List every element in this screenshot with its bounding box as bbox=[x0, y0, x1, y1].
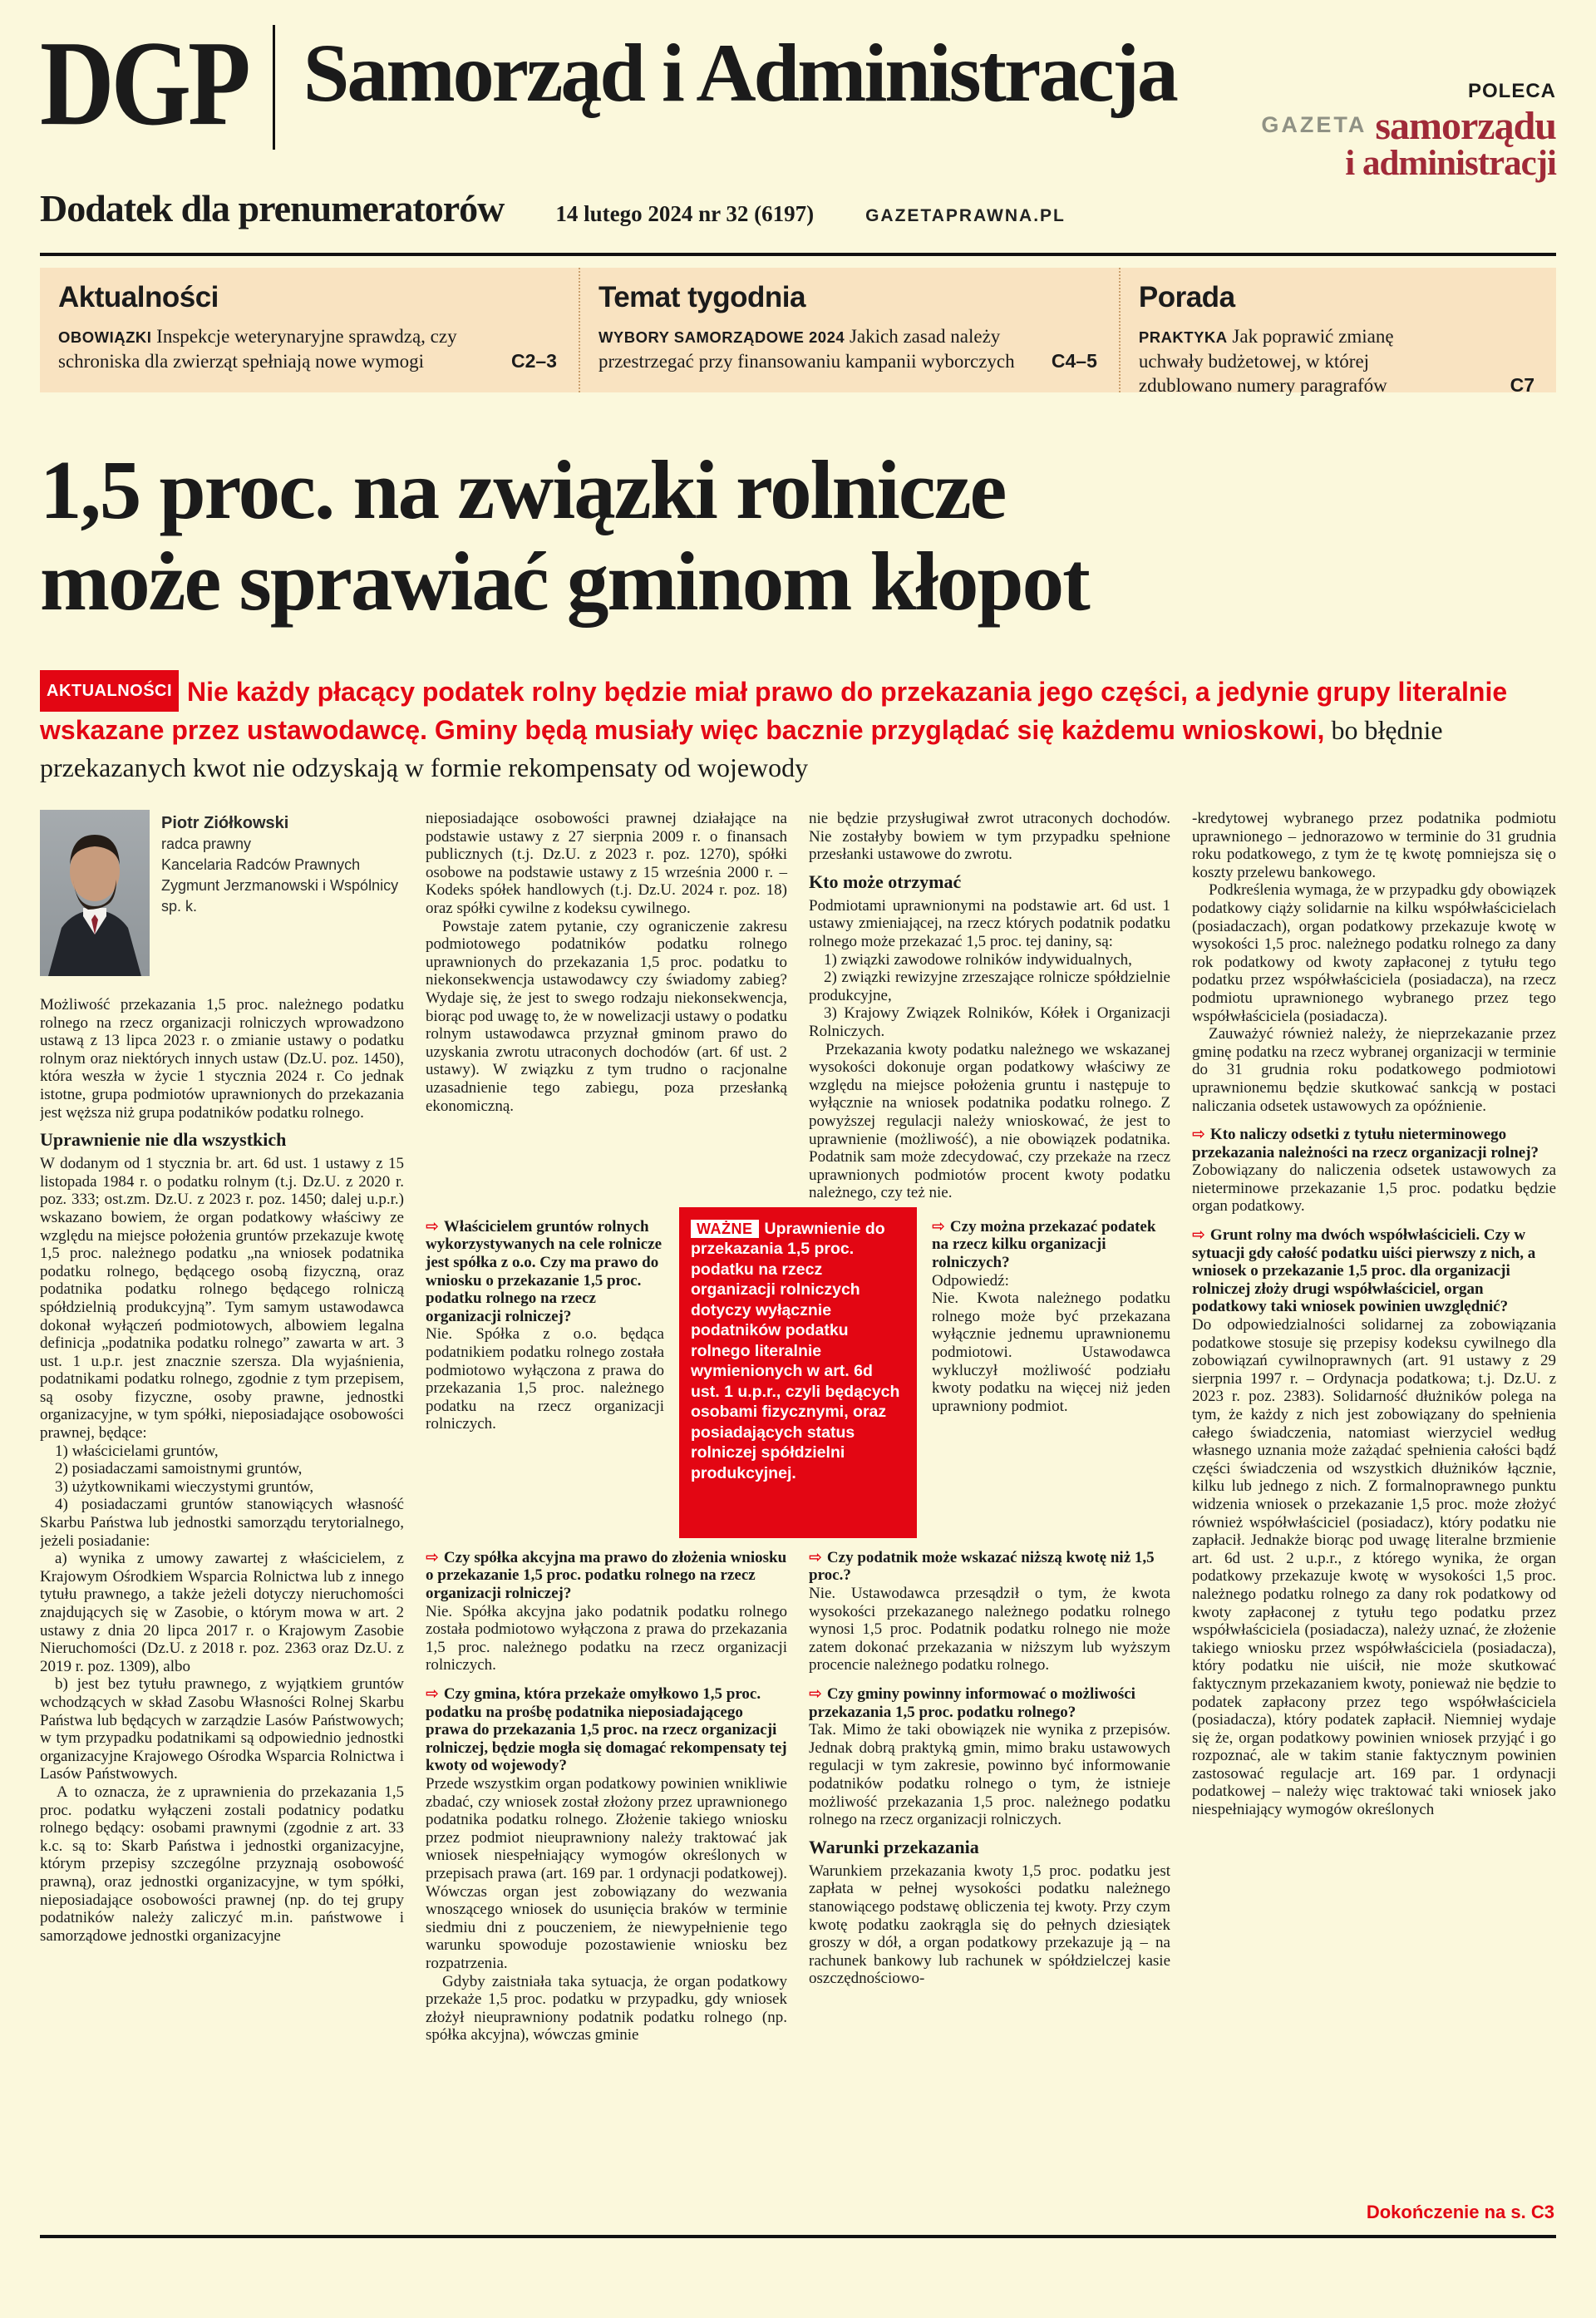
paragraph: A to oznacza, że z uprawnienia do przekazania 1,5 proc. podatku wyłączeni zostali podatnicy podatku rolnego będący: osobami prawnymi (zgodnie z art. 33 k.c. są to: Skarb Państwa i jednostki organizacyjne, którym przepisy szczególne przyznają osobowość prawną), oraz jednostki organizacyjne, w tym spółki, nieposiadające osobowości prawnej (np. do tej grupy podatników należy zaliczyć m.in. państwowe i samorządowe jednostki organizacyjne bbox=[40, 1783, 404, 1945]
question: ⇨ Czy spółka akcyjna ma prawo do złożenia wniosku o przekazanie 1,5 proc. podatku rolnego na rzecz organizacji rolniczej? bbox=[426, 1547, 787, 1603]
page-reference: C2–3 bbox=[510, 350, 557, 372]
red-arrow-icon: ⇨ bbox=[426, 1684, 439, 1704]
paragraph: Zobowiązany do naliczenia odsetek ustawowych za nieterminowe przekazanie 1,5 proc. podatku będzie organ podatkowy. bbox=[1192, 1161, 1556, 1216]
page-reference: C4–5 bbox=[1051, 350, 1097, 372]
column-1-text bbox=[40, 996, 404, 1945]
paragraph: Nie. Ustawodawca przesądził o tym, że kwota wysokości przekazanego należnego podatku rolnego wynosi 1,5 proc. Podatnik podatku rolnego nie może zatem dokonać przekazania w niższym lub wyższym procencie należnego podatku rolnego. bbox=[809, 1585, 1170, 1674]
paragraph: Możliwość przekazania 1,5 proc. należnego podatku rolnego na rzecz organizacji rolniczych wprowadzono ustawą z 13 lipca 2023 r. o zmianie ustawy o podatku rolnym oraz niektórych innych ustaw (Dz.U. poz. 1450), która weszła w życie 1 stycznia 2024 r. Co jednak istotne, grupa podmiotów uprawnionych do przekazania jest węższa niż grupa podatników podatku rolnego. bbox=[40, 996, 404, 1122]
qa-column-left bbox=[426, 1207, 664, 1538]
paragraph: W dodanym od 1 stycznia br. art. 6d ust. 1 ustawy z 15 listopada 1984 r. o podatku rolnym (t.j. Dz.U. z 2020 r. poz. 333; ost.zm. Dz.U. z 2023 r. poz. 1450; dalej u.p.r.) wskazano bowiem, że organ podatkowy właściwy ze względu na miejsce położenia gruntów przekazuje kwotę 1,5 proc. należnego podatku „na wniosek podatnika podatku rolnego, będącego osobą fizyczną, oraz podatnika podatku rolnego będącego rolniczą spółdzielnią produkcyjną”. Tym samym ustawodawca dokonał wyłączeń podmiotowych, albowiem legalna definicja „podatnika podatku rolnego” zawarta w art. 3 ust. 1 u.p.r. jest znacznie szersza. Dla wyjaśnienia, podatnikami podatku rolnego, zgodnie z tym przepisem, są osoby fizyczne, osoby prawne, jednostki organizacyjne, w tym spółki, nieposiadające osobowości prawnej, będące: bbox=[40, 1155, 404, 1443]
section-subheading: Uprawnienie nie dla wszystkich bbox=[40, 1129, 287, 1151]
red-arrow-icon: ⇨ bbox=[426, 1216, 439, 1235]
author-name: Piotr Ziółkowski bbox=[161, 814, 289, 832]
article-column-4 bbox=[1192, 810, 1556, 2235]
red-arrow-icon: ⇨ bbox=[809, 1684, 822, 1704]
list-item: 1) związki zawodowe rolników indywidualnych, bbox=[824, 950, 1132, 969]
lead-black-text: bo błędnie przekazanych kwot nie odzyskają w formie rekompensaty od wojewody bbox=[40, 715, 1443, 782]
section-subheading: Warunki przekazania bbox=[809, 1836, 979, 1857]
teaser-kicker: WYBORY SAMORZĄDOWE 2024 bbox=[598, 328, 845, 346]
masthead bbox=[40, 0, 1556, 183]
red-arrow-icon: ⇨ bbox=[426, 1547, 439, 1566]
article-column-1 bbox=[40, 810, 404, 2235]
list-item: 1) właścicielami gruntów, bbox=[55, 1442, 219, 1460]
brand-logo: DGP bbox=[40, 16, 248, 150]
masthead-divider bbox=[273, 25, 275, 150]
question: ⇨ Czy gminy powinny informować o możliwości przekazania 1,5 proc. podatku rolnego? bbox=[809, 1684, 1135, 1721]
teaser-aktualnosci bbox=[40, 268, 579, 392]
gazeta-label: GAZETA bbox=[1261, 112, 1367, 137]
poleca-logo bbox=[1261, 80, 1556, 183]
question: ⇨ Czy można przekazać podatek na rzecz kilku organizacji rolniczych? bbox=[932, 1216, 1156, 1272]
article-columns-middle bbox=[426, 810, 1170, 2235]
article-column-3-bottom bbox=[809, 1538, 1170, 2044]
middle-bottom-row bbox=[426, 1538, 1170, 2044]
continuation-note: Dokończenie na s. C3 bbox=[1366, 2202, 1554, 2222]
article-lead bbox=[40, 670, 1556, 801]
question: ⇨ Właścicielem gruntów rolnych wykorzystywanych na cele rolnicze jest spółka z o.o. Czy ma prawo do wniosku o przekazanie 1,5 proc. podatku rolnego na rzecz organizacji rolniczej? bbox=[426, 1216, 663, 1325]
paragraph: Przede wszystkim organ podatkowy powinien wnikliwie zbadać, czy wniosek został złożony przez uprawnionego podatnika podatku rolnego. Złożenie takiego wniosku przez podmiot nieuprawniony należy traktować jak wniosek niespełniający wymogów określonych w przepisach prawa (art. 169 par. 1 ordynacji podatkowej). Wówczas organ jest zobowiązany do wezwania wnoszącego wniosek do usunięcia braków w terminie siedmiu dni z pouczeniem, że niewypełnienie tego warunku spowoduje pozostawienie wniosku bez rozpatrzenia. bbox=[426, 1775, 787, 1972]
teaser-band bbox=[40, 268, 1556, 396]
red-arrow-icon: ⇨ bbox=[1192, 1125, 1205, 1144]
teaser-temat-tygodnia bbox=[579, 268, 1119, 392]
teaser-kicker: PRAKTYKA bbox=[1138, 328, 1228, 346]
red-arrow-icon: ⇨ bbox=[932, 1216, 945, 1235]
question: ⇨ Kto naliczy odsetki z tytułu nieterminowego przekazania należności na rzecz organizacji rolnej? bbox=[1192, 1125, 1539, 1161]
author-role: radca prawny bbox=[161, 836, 252, 852]
wazne-label: WAŻNE bbox=[691, 1220, 759, 1238]
teaser-kicker: OBOWIĄZKI bbox=[58, 328, 152, 346]
article-headline: 1,5 proc. na związki rolnicze może sprawiać gminom kłopot bbox=[40, 443, 1089, 628]
paragraph: Odpowiedź: bbox=[932, 1271, 1009, 1290]
paragraph: Powstaje zatem pytanie, czy ograniczenie zakresu podmiotowego podatników podatku rolnego uprawnionych do przekazania 1,5 proc. podatku to niekonsekwencja ustawodawcy czy świadomy zabieg? Wydaje się, że jest to swego rodzaju niekonsekwencja, biorąc pod uwagę to, że w nowelizacji ustawy o podatku rolnym ustawodawca przyznał gminom prawo do uzyskania zwrotu utraconych dochodów (art. 6f ust. 2 ustawy). W związku z tym trudno o racjonalne uzasadnienie tego zabiegu, poza przesłanką ekonomiczną. bbox=[426, 917, 787, 1115]
paragraph: nieposiadające osobowości prawnej działające na podstawie ustawy z 27 sierpnia 2009 r. o finansach publicznych (t.j. Dz.U. z 2023 r. poz. 1270), spółki osobowe na podstawie ustawy z 15 września 2000 r. – Kodeks spółek handlowych (t.j. Dz.U. 2024 r. poz. 18) oraz spółki cywilne z kodeksu cywilnego. bbox=[426, 810, 787, 917]
poleca-label: POLECA bbox=[1467, 80, 1556, 102]
teaser-title: Porada bbox=[1138, 281, 1235, 313]
list-item: 2) posiadaczami samoistnymi gruntów, bbox=[55, 1460, 303, 1478]
paragraph: nie będzie przysługiwał zwrot utraconych dochodów. Nie zostałyby bowiem w tym przypadku spełnione przesłanki ustawowe do zwrotu. bbox=[809, 810, 1170, 864]
teaser-text: OBOWIĄZKI Inspekcje weterynaryjne sprawdzą, czy schroniska dla zwierząt spełniają nowe wymogi C2–3 bbox=[58, 326, 557, 372]
author-info bbox=[161, 810, 398, 986]
list-item: 3) Krajowy Związek Rolników, Kółek i Organizacji Rolniczych. bbox=[809, 1004, 1170, 1040]
article-column-3-top bbox=[809, 810, 1170, 1202]
column-4-text bbox=[1192, 810, 1556, 1819]
logo-administracji: i administracji bbox=[1345, 144, 1556, 183]
author-firm: Kancelaria Radców Prawnych bbox=[161, 856, 361, 873]
issue-date: 14 lutego 2024 nr 32 (6197) bbox=[555, 201, 815, 226]
list-item: 4) posiadaczami gruntów stanowiących własność Skarbu Państwa lub jednostki samorządu terytorialnego, jeżeli posiadanie: bbox=[40, 1496, 404, 1550]
paragraph: Do odpowiedzialności solidarnej za zobowiązania podatkowe stosuje się przepisy kodeksu cywilnego dla zobowiązań cywilnoprawnych (art. 91 ustawy z 29 sierpnia 1997 r. – Ordynacja podatkowa; t.j. Dz.U. z 2023 r. poz. 2383). Solidarność dłużników polega na tym, że każdy z nich jest zobowiązany do spełnienia całego świadczenia, natomiast wierzyciel według własnego uznania może zażądać spełnienia całości bądź części świadczenia od wszystkich dłużników łącznie, kilku lub jednego z nich. Z formalnoprawnego punktu widzenia wniosek o przekazanie 1,5 proc. może złożyć również współwłaściciel (posiadacz), który podatku nie zapłacił. Jednakże biorąc pod uwagę literalne brzmienie art. 6d ust. 2 u.p.r., z którego wynika, że organ podatkowy przekazuje kwotę w wysokości 1,5 proc. należnego podatku rolnego za dany rok podatkowy od kwoty zapłaconej z tytułu tego podatku przez współwłaściciela (posiadacza), należy uznać, że złożenie takiego wniosku przez współwłaściciela (posiadacza), który podatku nie uiścił, nie może skutkować faktycznym przekazaniem kwoty, ponieważ nie będzie to podatek zapłacony przez tego współwłaściciela (posiadacza), który podatek zapłacił. Niemniej wydaje się że, organ podatkowy powinien wniosek przyjąć i go rozpoznać, ale w takim stanie faktycznym powinien zastosować regulacje art. 169 par. 1 ordynacji podatkowej – należy więc traktować taki wniosek jako niespełniający wymogów określonych bbox=[1192, 1316, 1556, 1819]
paragraph: Zauważyć również należy, że nieprzekazanie przez gminę podatku na rzecz wybranej organizacji w terminie do 31 grudnia roku podatkowego podmiotowi uprawnionemu będzie skutkować sankcją w postaci naliczania odsetek ustawowych za opóźnienie. bbox=[1192, 1025, 1556, 1115]
subscriber-note: Dodatek dla prenumeratorów bbox=[40, 187, 505, 229]
paragraph: Podmiotami uprawnionymi na podstawie art. 6d ust. 1 ustawy zmieniającej, na rzecz których podatnik podatku rolnego może przekazać 1,5 proc. tej daniny, są: bbox=[809, 896, 1170, 950]
red-arrow-icon: ⇨ bbox=[1192, 1226, 1205, 1245]
paragraph: Nie. Spółka akcyjna jako podatnik podatku rolnego została podmiotowo wyłączona z prawa do przekazania 1,5 proc. należnego podatku na rzecz organizacji rolniczych. bbox=[426, 1602, 787, 1674]
article-column-2-bottom bbox=[426, 1538, 787, 2044]
list-item: a) wynika z umowy zawartej z właścicielem, z Krajowym Ośrodkiem Wsparcia Rolnictwa lub z innego tytułu prawnego, a także jeżeli dotyczy nieruchomości znajdujących się w Zasobie, o którym mowa w art. 2 ustawy z dnia 20 lipca 2017 r. o Krajowym Zasobie Nieruchomości (Dz.U. z 2018 r. poz. 2363 oraz Dz.U. z 2019 r. poz. 1309), albo bbox=[40, 1550, 404, 1675]
qa-column-right bbox=[932, 1207, 1170, 1538]
red-arrow-icon: ⇨ bbox=[809, 1547, 822, 1566]
middle-top-row bbox=[426, 810, 1170, 1202]
teaser-porada bbox=[1119, 268, 1556, 396]
paragraph: Tak. Mimo że taki obowiązek nie wynika z przepisów. Jednak dobrą praktyką gmin, mimo braku ustawowych regulacji w tym zakresie, powinno być informowanie podatników podatku rolnego o tym, że istnieje możliwość przekazania 1,5 proc. należnego podatku rolnego na rzecz organizacji rolniczych. bbox=[809, 1721, 1170, 1829]
teaser-text: WYBORY SAMORZĄDOWE 2024 Jakich zasad należy przestrzegać przy finansowaniu kampanii wyborczych C4–5 bbox=[598, 326, 1097, 372]
wazne-text: Uprawnienie do przekazania 1,5 proc. podatku na rzecz organizacji rolniczych dotyczy wyłącznie podatników podatku rolnego literalnie wymienionych w art. 6d ust. 1 u.p.r., czyli będących osobami fizycznymi, oraz posiadających status rolniczej spółdzielni produkcyjnej. bbox=[691, 1219, 900, 1482]
lead-red-text: Nie każdy płacący podatek rolny będzie miał prawo do przekazania jego części, a jedynie grupy literalnie wskazane przez ustawodawcę. Gminy będą musiały więc bacznie przyglądać się każdemu wnioskowi, bbox=[40, 677, 1508, 745]
teaser-title: Aktualności bbox=[58, 281, 219, 313]
wazne-callout-box bbox=[679, 1207, 917, 1538]
list-item: 3) użytkownikami wieczystymi gruntów, bbox=[55, 1477, 314, 1496]
section-tag: AKTUALNOŚCI bbox=[40, 670, 179, 712]
middle-callout-row bbox=[426, 1207, 1170, 1538]
list-item: b) jest bez tytułu prawnego, z wyjątkiem gruntów wchodzących w skład Zasobu Własności Rolnej Skarbu Państwa lub będących w zarządzie Lasów Państwowych; w tym przypadku podatnikami są odpowiednio jednostki organizacyjne Krajowego Ośrodka Wsparcia Rolnictwa i Lasów Państwowych. bbox=[40, 1675, 404, 1783]
paragraph: Nie. Spółka z o.o. będąca podatnikiem podatku rolnego została podmiotowo wyłączona z prawa do przekazania 1,5 proc. należnego podatku na rzecz organizacji rolniczych. bbox=[426, 1325, 664, 1433]
paragraph: Przekazania kwoty podatku należnego we wskazanej wysokości dokonuje organ podatkowy właściwy ze względu na miejsce położenia gruntu i następuje to wyłącznie na wniosek podatnika podatku rolnego. Z powyższej regulacji należy wnioskować, że jest to uprawnienie (możliwość), a nie obowiązek podatnika. Podatnik sam może zdecydować, czy przekaże na rzecz uprawnionych podmiotów procent kwoty podatku należnego, czy też nie. bbox=[809, 1040, 1170, 1202]
paragraph: -kredytowej wybranego przez podatnika podmiotu uprawnionego – jednorazowo w terminie do 31 grudnia roku podatkowego, z tym że tę kwotę pomniejsza się o koszty przelewu bankowego. bbox=[1192, 810, 1556, 881]
author-firm: Zygmunt Jerzmanowski i Wspólnicy bbox=[161, 877, 399, 894]
logo-samorzadu: samorządu bbox=[1375, 104, 1556, 148]
question: ⇨ Grunt rolny ma dwóch współwłaścicieli. Czy w sytuacji gdy całość podatku uiści pierwszy z nich, a wniosek o przekazanie 1,5 proc. dla organizacji rolniczej złoży drugi współwłaściciel, organ podatkowy taki wniosek powinien uwzględnić? bbox=[1192, 1226, 1536, 1316]
author-firm: sp. k. bbox=[161, 898, 198, 915]
paragraph: Warunkiem przekazania kwoty 1,5 proc. podatku jest zapłata w pełnej wysokości podatku należnego stanowiącego podstawę obliczenia tej kwoty. Przy czym kwotę podatku zaokrągla się do pełnych dziesiątek groszy w dół, a organ podatkowy przekazuje ją – na rachunek bankowy lub rachunek w spółdzielczej kasie oszczędnościowo- bbox=[809, 1862, 1170, 1988]
author-byline bbox=[40, 810, 404, 986]
list-item: 2) związki rewizyjne zrzeszające rolnicze spółdzielnie produkcyjne, bbox=[809, 969, 1170, 1004]
teaser-text: PRAKTYKA Jak poprawić zmianę uchwały budżetowej, w której zdublowano numery paragrafów C7 bbox=[1138, 326, 1535, 396]
question: ⇨ Czy podatnik może wskazać niższą kwotę niż 1,5 proc.? bbox=[809, 1547, 1155, 1585]
supplement-title: Samorząd i Administracja bbox=[303, 27, 1176, 119]
paragraph: Podkreślenia wymaga, że w przypadku gdy obowiązek podatkowy ciąży solidarnie na kilku współwłaścicielach (posiadaczach), organ podatkowy przekazuje kwotę w wysokości 1,5 proc. należnego podatku rolnego za dany rok podatkowy od kwoty zapłaconej z tytułu tego podatku przez współwłaściciela (posiadacza), na rzecz podmiotu uprawnionego wybranego przez tego współwłaściciela (posiadacza). bbox=[1192, 881, 1556, 1025]
paragraph: Gdyby zaistniała taka sytuacja, że organ podatkowy przekaże 1,5 proc. podatku w przypadku, gdy wniosek złożył nieuprawniony podatnik podatku rolnego (np. spółka akcyjna), wówczas gminie bbox=[426, 1972, 787, 2044]
author-photo-icon bbox=[40, 810, 150, 976]
teaser-title: Temat tygodnia bbox=[598, 281, 805, 313]
paragraph: Nie. Kwota należnego podatku rolnego może być przekazana wyłącznie jednemu uprawnionemu podmiotowi. Ustawodawca wykluczył możliwość podziału kwoty podatku na więcej niż jeden uprawniony podmiot. bbox=[932, 1290, 1170, 1415]
website-label: GAZETAPRAWNA.PL bbox=[865, 206, 1066, 225]
article-column-2-top bbox=[426, 810, 787, 1202]
question: ⇨ Czy gmina, która przekaże omyłkowo 1,5 proc. podatku na prośbę podatnika nieposiadającego prawa do przekazania 1,5 proc. na rzecz organizacji rolniczej, będzie mogła się domagać rekompensaty tej kwoty od wojewody? bbox=[426, 1684, 787, 1775]
article-body bbox=[40, 810, 1556, 2238]
page-reference: C7 bbox=[1510, 374, 1535, 396]
section-subheading: Kto może otrzymać bbox=[809, 870, 962, 892]
